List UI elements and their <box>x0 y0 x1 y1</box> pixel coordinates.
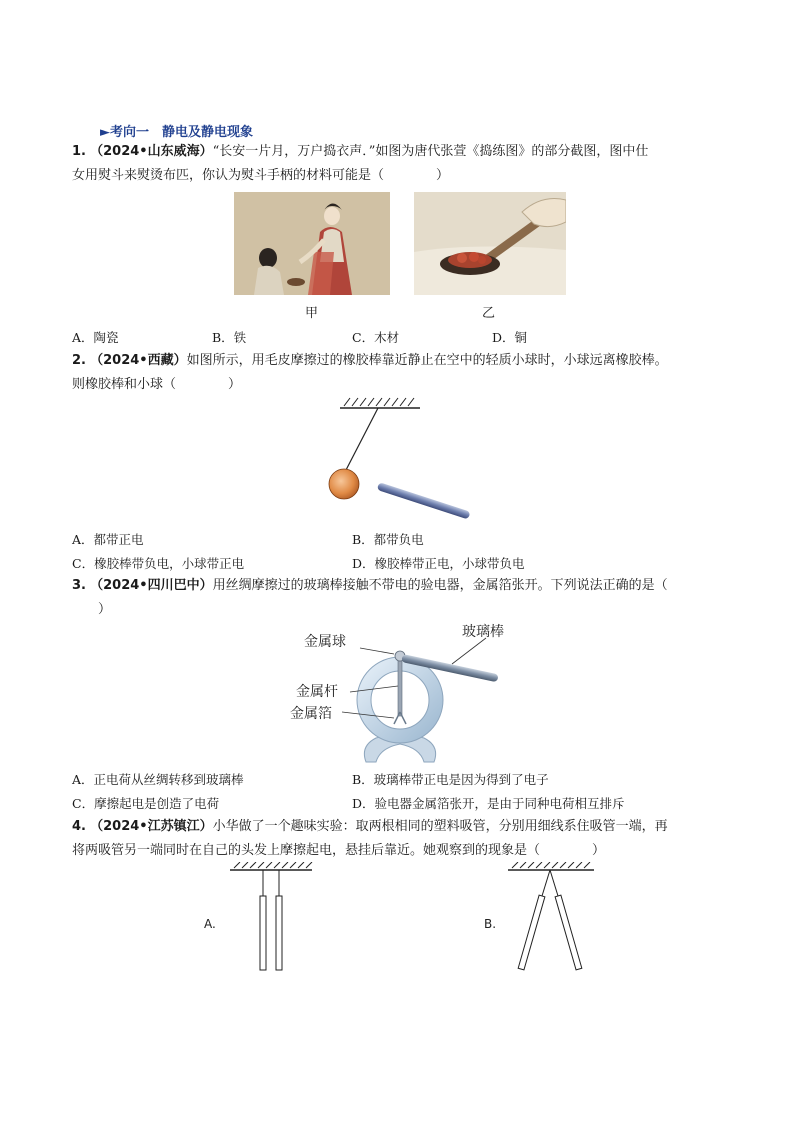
option-c[interactable]: C．摩擦起电是创造了电荷 <box>72 796 220 811</box>
section-title: ►考向一 静电及静电现象 <box>100 125 253 140</box>
label-metal-ball: 金属球 <box>304 634 346 650</box>
question-number: 3. <box>72 578 86 593</box>
question-1-line-1 <box>72 143 648 161</box>
electroscope-diagram <box>290 620 520 766</box>
question-4-line-2: 将两吸管另一端同时在自己的头发上摩擦起电，悬挂后靠近。她观察到的现象是（ ） <box>72 843 606 858</box>
iron-image-right <box>414 192 566 295</box>
option-b[interactable]: B．玻璃棒带正电是因为得到了电子 <box>352 772 549 787</box>
question-3-line-1 <box>72 577 668 595</box>
figure-label-a: A. <box>204 917 216 931</box>
question-2-line-1 <box>72 352 668 370</box>
question-4-line-1 <box>72 818 668 836</box>
figure-label-b: B. <box>484 917 497 931</box>
figure-a-parallel-straws <box>200 862 330 978</box>
question-3-line-2: ） <box>98 602 112 617</box>
option-a[interactable]: A．陶瓷 <box>72 330 119 345</box>
option-d[interactable]: D．橡胶棒带正电，小球带负电 <box>352 556 525 571</box>
question-text: 用丝绸摩擦过的玻璃棒接触不带电的验电器，金属箔张开。下列说法正确的是（ <box>212 578 668 593</box>
option-c[interactable]: C．橡胶棒带负电，小球带正电 <box>72 556 245 571</box>
option-b[interactable]: B．都带负电 <box>352 532 424 547</box>
option-a[interactable]: A．正电荷从丝绸转移到玻璃棒 <box>72 772 244 787</box>
option-b[interactable]: B．铁 <box>212 330 247 345</box>
question-2-line-2: 则橡胶棒和小球（ ） <box>72 377 242 392</box>
option-d[interactable]: D．铜 <box>492 330 528 345</box>
question-source: （2024•江苏镇江） <box>90 819 213 834</box>
hanging-ball-diagram <box>320 396 480 520</box>
figure-caption-b: 乙 <box>482 306 496 321</box>
question-source: （2024•山东威海） <box>90 144 213 159</box>
question-source: （2024•西藏） <box>90 353 187 368</box>
question-number: 1. <box>72 144 86 159</box>
figure-b-diverging-straws <box>480 862 620 978</box>
option-c[interactable]: C．木材 <box>352 330 400 345</box>
question-text: 小华做了一个趣味实验：取两根相同的塑料吸管，分别用细线系住吸管一端，再 <box>212 819 668 834</box>
painting-image-left <box>234 192 390 295</box>
question-1-line-2: 女用熨斗来熨烫布匹，你认为熨斗手柄的材料可能是（ ） <box>72 168 450 183</box>
question-text: 如图所示，用毛皮摩擦过的橡胶棒靠近静止在空中的轻质小球时，小球远离橡胶棒。 <box>186 353 668 368</box>
option-d[interactable]: D．验电器金属箔张开，是由于同种电荷相互排斥 <box>352 796 625 811</box>
label-metal-foil: 金属箔 <box>290 706 332 722</box>
option-a[interactable]: A．都带正电 <box>72 532 144 547</box>
label-metal-rod: 金属杆 <box>296 684 338 700</box>
question-number: 2. <box>72 353 86 368</box>
question-number: 4. <box>72 819 86 834</box>
question-source: （2024•四川巴中） <box>90 578 213 593</box>
label-glass-rod: 玻璃棒 <box>462 624 504 640</box>
question-text: “长安一片月，万户捣衣声．”如图为唐代张萱《捣练图》的部分截图，图中仕 <box>212 144 649 159</box>
figure-caption-a: 甲 <box>305 306 319 321</box>
